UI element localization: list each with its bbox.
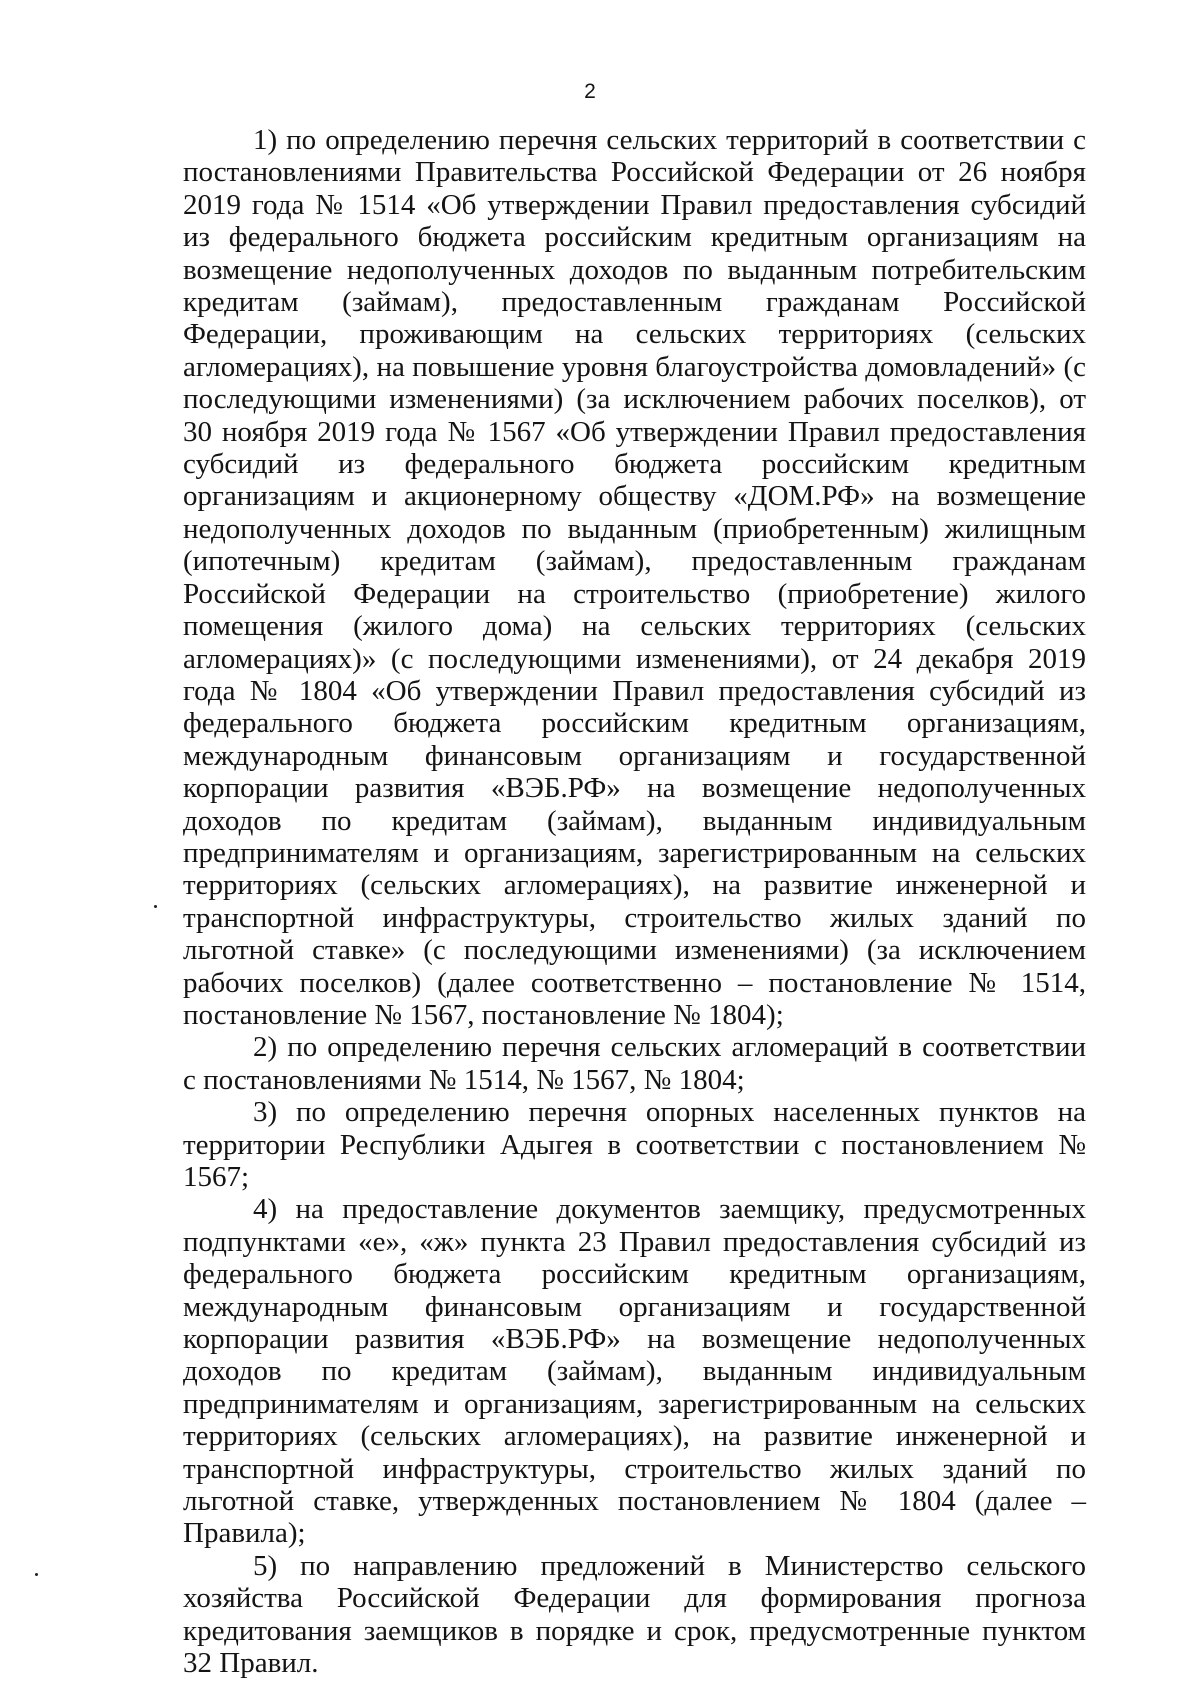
paragraph-item-3: 3) по определению перечня опорных населенных пунктов на территории Республики Адыгея в соответствии с постановлением № 1567; <box>183 1096 1086 1193</box>
scan-speck <box>35 1573 38 1576</box>
paragraph-item-4: 4) на предоставление документов заемщику, предусмотренных подпунктами «е», «ж» пункта 23 Правил предоставления субсидий из федерального бюджета российским кредитным организациям, международным финансовым организациям и государственной корпорации развития «ВЭБ.РФ» на возмещение недополученных доходов по кредитам (займам), выданным индивидуальным предпринимателям и организациям, зарегистрированным на сельских территориях (сельских агломерациях), на развитие инженерной и транспортной инфраструктуры, строительство жилых зданий по льготной ставке, утвержденных постановлением № 1804 (далее – Правила); <box>183 1193 1086 1550</box>
paragraph-item-1: 1) по определению перечня сельских территорий в соответствии с постановлениями Правительства Российской Федерации от 26 ноября 2019 года № 1514 «Об утверждении Правил предоставления субсидий из федерального бюджета российским кредитным организациям на возмещение недополученных доходов по выданным потребительским кредитам (займам), предоставленным гражданам Российской Федерации, проживающим на сельских территориях (сельских агломерациях), на повышение уровня благоустройства домовладений» (с последующими изменениями) (за исключением рабочих поселков), от 30 ноября 2019 года № 1567 «Об утверждении Правил предоставления субсидий из федерального бюджета российским кредитным организациям и акционерному обществу «ДОМ.РФ» на возмещение недополученных доходов по выданным (приобретенным) жилищным (ипотечным) кредитам (займам), предоставленным гражданам Российской Федерации на строительство (приобретение) жилого помещения (жилого дома) на сельских территориях (сельских агломерациях)» (с последующими изменениями), от 24 декабря 2019 года № 1804 «Об утверждении Правил предоставления субсидий из федерального бюджета российским кредитным организациям, международным финансовым организациям и государственной корпорации развития «ВЭБ.РФ» на возмещение недополученных доходов по кредитам (займам), выданным индивидуальным предпринимателям и организациям, зарегистрированным на сельских территориях (сельских агломерациях), на развитие инженерной и транспортной инфраструктуры, строительство жилых зданий по льготной ставке» (с последующими изменениями) (за исключением рабочих поселков) (далее соответственно – постановление № 1514, постановление № 1567, постановление № 1804); <box>183 124 1086 1031</box>
paragraph-item-2: 2) по определению перечня сельских агломераций в соответствии с постановлениями № 1514, № 1567, № 1804; <box>183 1031 1086 1096</box>
page-number: 2 <box>584 80 596 103</box>
document-body <box>183 124 1086 1680</box>
scan-speck <box>154 905 157 908</box>
paragraph-item-5: 5) по направлению предложений в Министерство сельского хозяйства Российской Федерации для формирования прогноза кредитования заемщиков в порядке и срок, предусмотренные пунктом 32 Правил. <box>183 1549 1086 1680</box>
